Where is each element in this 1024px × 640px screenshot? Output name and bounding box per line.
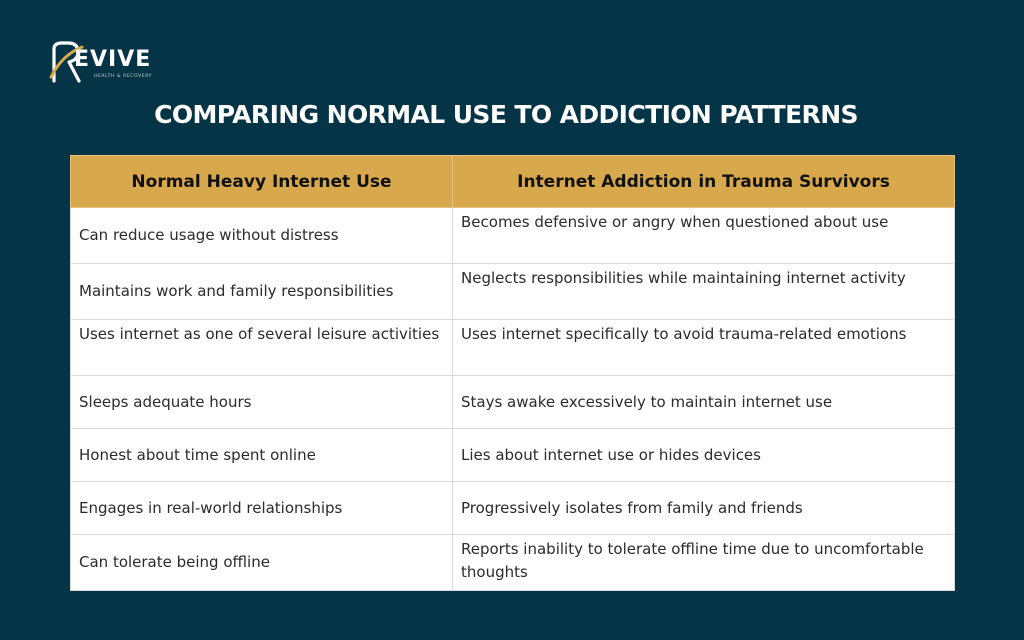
normal-use-cell: Can tolerate being offline	[71, 535, 453, 591]
addiction-cell: Lies about internet use or hides devices	[453, 429, 955, 482]
brand-name: EVIVE	[74, 47, 152, 72]
addiction-cell: Stays awake excessively to maintain internet use	[453, 376, 955, 429]
normal-use-cell: Engages in real-world relationships	[71, 482, 453, 535]
table-row	[71, 264, 955, 320]
normal-use-cell: Honest about time spent online	[71, 429, 453, 482]
brand-tagline: HEALTH & RECOVERY	[94, 74, 152, 79]
table-header-row	[71, 156, 955, 208]
table-row	[71, 208, 955, 264]
table-row	[71, 535, 955, 591]
brand-logo	[48, 41, 168, 87]
comparison-table	[70, 155, 955, 591]
header-normal-use: Normal Heavy Internet Use	[71, 156, 453, 208]
table-row	[71, 376, 955, 429]
addiction-cell: Becomes defensive or angry when questioned about use	[453, 208, 955, 264]
addiction-cell: Reports inability to tolerate offline time due to uncomfortable thoughts	[453, 535, 955, 591]
addiction-cell: Progressively isolates from family and friends	[453, 482, 955, 535]
addiction-cell: Neglects responsibilities while maintaining internet activity	[453, 264, 955, 320]
normal-use-cell: Sleeps adequate hours	[71, 376, 453, 429]
table-row	[71, 320, 955, 376]
table-row	[71, 429, 955, 482]
table-row	[71, 482, 955, 535]
normal-use-cell: Uses internet as one of several leisure activities	[71, 320, 453, 376]
addiction-cell: Uses internet specifically to avoid trauma-related emotions	[453, 320, 955, 376]
header-addiction: Internet Addiction in Trauma Survivors	[453, 156, 955, 208]
page-title: COMPARING NORMAL USE TO ADDICTION PATTERNS	[154, 100, 858, 129]
normal-use-cell: Maintains work and family responsibilities	[71, 264, 453, 320]
normal-use-cell: Can reduce usage without distress	[71, 208, 453, 264]
